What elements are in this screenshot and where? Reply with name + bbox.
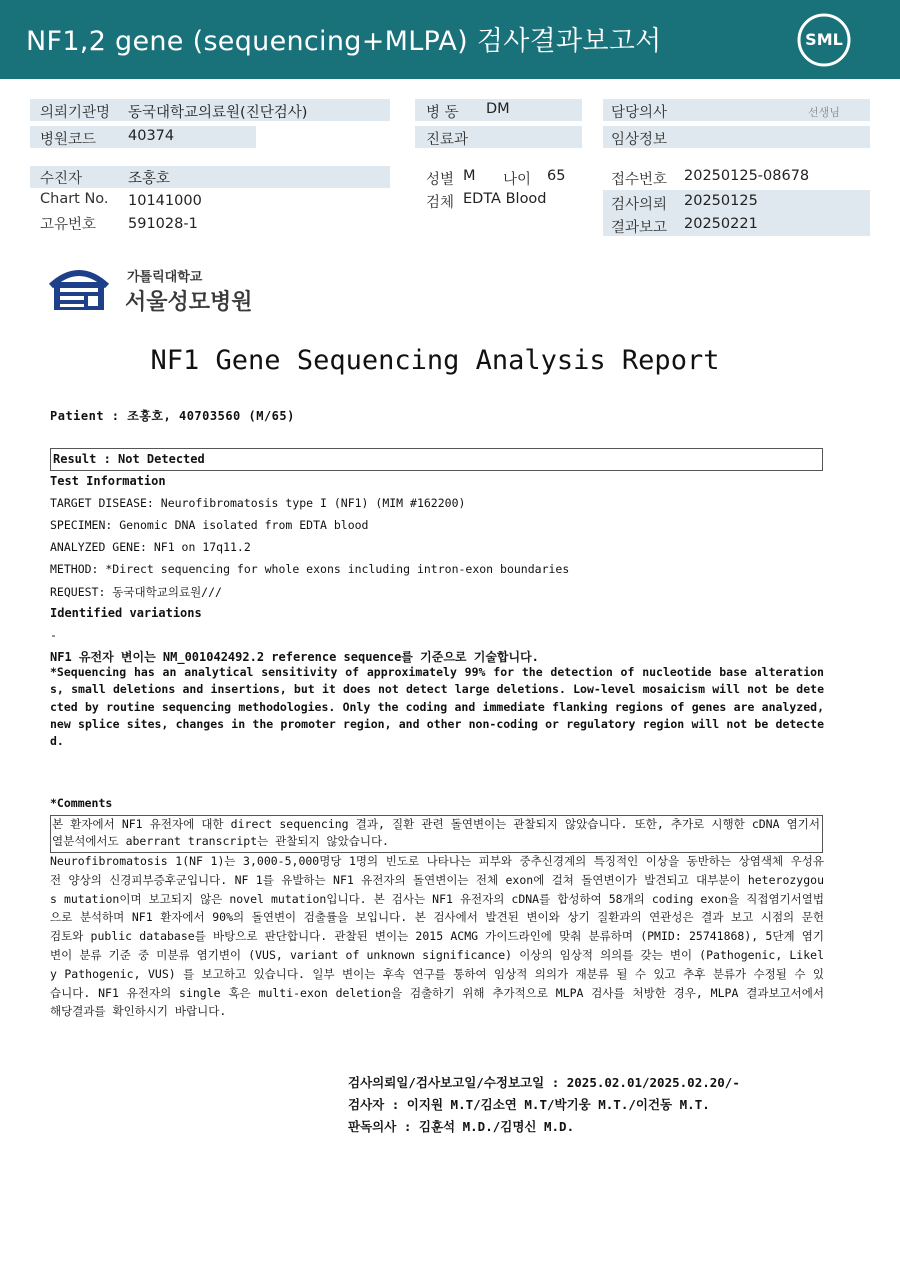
analyzed-gene: ANALYZED GENE: NF1 on 17q11.2 [50, 540, 251, 554]
receipt-no-label: 접수번호 [611, 172, 668, 188]
chart-no: 10141000 [128, 193, 202, 209]
ward-label: 병 동 [426, 105, 459, 121]
patient-label: 수진자 [40, 171, 83, 187]
hospital-code-label: 병원코드 [40, 132, 97, 148]
physician-label: 담당의사 [611, 105, 668, 121]
request-line: REQUEST: 동국대학교의료원/// [50, 585, 222, 599]
sml-logo-text: SML [805, 30, 843, 49]
target-disease: TARGET DISEASE: Neurofibromatosis type I (NF1) (MIM #162200) [50, 496, 466, 510]
clinical-info-label: 임상정보 [611, 132, 668, 148]
requesting-institution: 동국대학교의료원(진단검사) [128, 105, 308, 121]
result-report-label: 결과보고 [611, 220, 668, 236]
identified-value: - [50, 628, 57, 642]
physician-suffix: 선생님 [808, 106, 840, 119]
unique-no: 591028-1 [128, 216, 198, 232]
age-label: 나이 [503, 172, 532, 188]
testers-line: 검사자 : 이지원 M.T/김소연 M.T/박기웅 M.T./이건동 M.T. [348, 1097, 710, 1112]
result-report-date: 20250221 [684, 216, 758, 232]
ward: DM [486, 101, 510, 117]
patient-line: Patient : 조홍호, 40703560 (M/65) [50, 409, 295, 423]
department-label: 진료과 [426, 132, 469, 148]
patient-name: 조홍호 [128, 171, 171, 187]
comments-heading: *Comments [50, 796, 113, 810]
sex: M [463, 168, 476, 184]
hospital-emblem-icon [48, 264, 110, 314]
dates-line: 검사의뢰일/검사보고일/수정보고일 : 2025.02.01/2025.02.20/- [348, 1075, 740, 1090]
unique-no-label: 고유번호 [40, 217, 97, 233]
chart-no-label: Chart No. [40, 191, 109, 207]
report-title: NF1 Gene Sequencing Analysis Report [150, 345, 720, 376]
hospital-code: 40374 [128, 128, 175, 144]
comment-boxed-text: 본 환자에서 NF1 유전자에 대한 direct sequencing 결과, 질환 관련 돌연변이는 관찰되지 않았습니다. 또한, 추가로 시행한 cDNA 염기서열분석에서도 aberrant transcript는 관찰되지 않았습니다. [52, 817, 820, 849]
test-request-date: 20250125 [684, 193, 758, 209]
comment-body: Neurofibromatosis 1(NF 1)는 3,000-5,000명당 1명의 빈도로 나타나는 피부와 중추신경계의 특징적인 이상을 동반하는 상염색체 우성유전 양상의 신경피부증후군입니다. NF 1를 유발하는 NF1 유전자의 돌연변이는 전체 exon에 걸쳐 돌연변이가 발견되고 대부분이 heterozygous mutation이며 보고되지 않은 novel mutation입니다. 본 검사는 NF1 유전자의 cDNA를 합성하여 58개의 coding exon을 직접염기서열법으로 분석하며 NF1 환자에서 90%의 돌연변이 검출률을 보입니다. 본 검사에서 발견된 변이와 상기 질환과의 연관성은 결과 보고 시점의 문헌 검토와 public database를 바탕으로 판단합니다. 관찰된 변이는 2015 ACMG 가이드라인에 맞춰 분류하며 (PMID: 25741868), 5단계 염기변이 분류 기준 중 미분류 염기변이 (VUS, variant of unknown significance) 이상의 임상적 의의를 갖는 변이 (Pathogenic, Likely Pathogenic, VUS) 를 보고하고 있습니다. 일부 변이는 후속 연구를 통하여 임상적 의의가 재분류 될 수 있고 추후 분류가 수정될 수 있습니다. NF1 유전자의 single 혹은 multi-exon deletion을 검출하기 위해 추가적으로 MLPA 검사를 처방한 경우, MLPA 결과보고서에서 해당결과를 확인하시기 바랍니다. [50, 854, 824, 1019]
specimen: EDTA Blood [463, 191, 547, 207]
sml-logo-icon [796, 12, 852, 68]
requesting-institution-label: 의뢰기관명 [40, 105, 111, 121]
receipt-no: 20250125-08678 [684, 168, 810, 184]
age: 65 [547, 168, 566, 184]
sensitivity-note: *Sequencing has an analytical sensitivity of approximately 99% for the detection of nucleotide base alterations, small deletions and insertions, but it does not detect large deletions. Low-level mosaicism will not be detected by routine sequencing methodologies. Only the coding and immediate flanking regions of genes are analyzed, new splice sites, changes in the promoter region, and other non-coding or regulatory region will not be detected. [50, 665, 824, 749]
readers-line: 판독의사 : 김훈석 M.D./김명신 M.D. [348, 1119, 575, 1134]
specimen-line: SPECIMEN: Genomic DNA isolated from EDTA blood [50, 518, 369, 532]
test-info-heading: Test Information [50, 474, 166, 488]
hospital-name-line2: 서울성모병원 [125, 290, 253, 315]
specimen-label: 검체 [426, 195, 455, 211]
result-text: Result : Not Detected [53, 452, 205, 466]
reference-note: NF1 유전자 변이는 NM_001042492.2 reference sequence를 기준으로 기술합니다. [50, 650, 539, 664]
method-line: METHOD: *Direct sequencing for whole exons including intron-exon boundaries [50, 562, 570, 576]
hospital-name-line1: 가톨릭대학교 [127, 270, 203, 285]
report-header [0, 0, 900, 79]
test-request-label: 검사의뢰 [611, 197, 668, 213]
sex-label: 성별 [426, 172, 455, 188]
document-title: NF1,2 gene (sequencing+MLPA) 검사결과보고서 [26, 26, 662, 57]
identified-heading: Identified variations [50, 606, 202, 620]
